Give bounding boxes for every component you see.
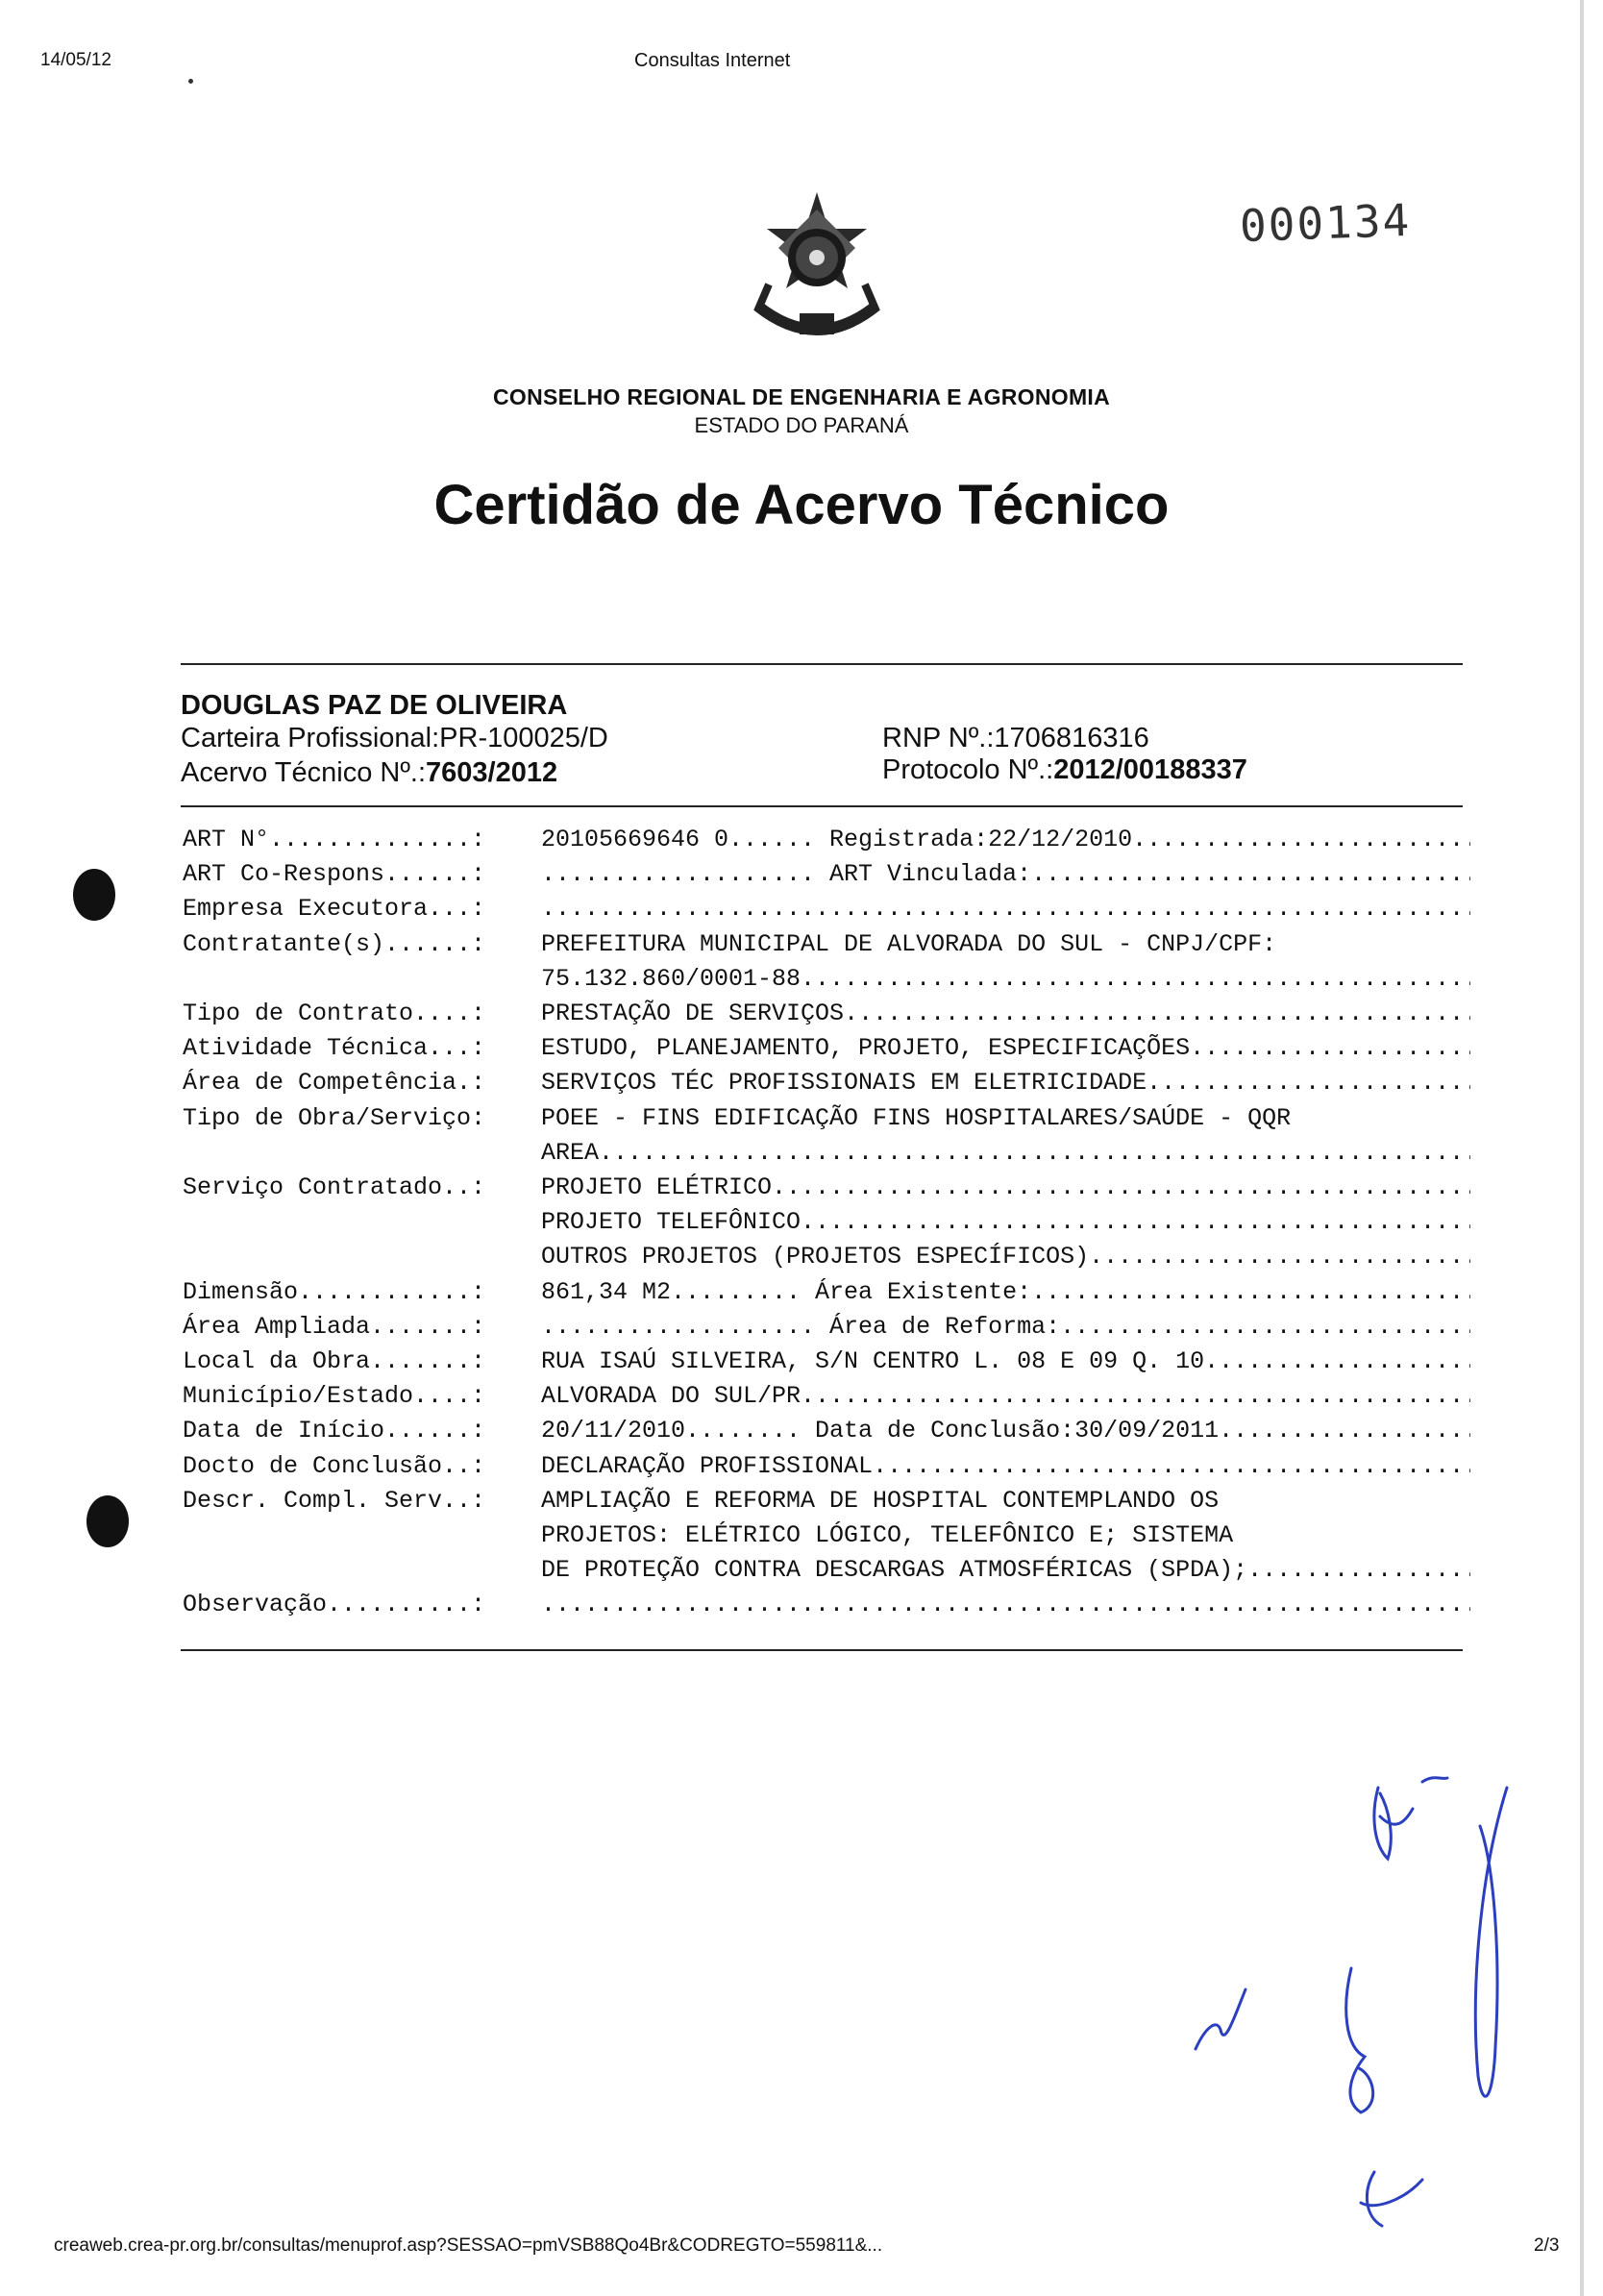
detail-label: Local da Obra.......: — [183, 1347, 486, 1376]
detail-row — [183, 997, 1470, 1031]
document-title: Certidão de Acervo Técnico — [433, 474, 1170, 536]
detail-row — [183, 1171, 1470, 1205]
detail-row — [183, 1553, 1470, 1588]
protocolo-value: 2012/00188337 — [1053, 754, 1247, 785]
acervo-line — [181, 757, 557, 789]
carteira-value: PR-100025/D — [439, 723, 608, 753]
detail-value: PROJETO ELÉTRICO — [541, 1173, 773, 1202]
detail-row — [183, 857, 1470, 892]
detail-label: Docto de Conclusão..: — [183, 1451, 486, 1480]
detail-label: Observação..........: — [183, 1591, 486, 1619]
punch-hole — [73, 869, 115, 921]
detail-label: ART N°..............: — [183, 826, 486, 853]
detail-value: PROJETO TELEFÔNICO — [541, 1208, 802, 1237]
handwritten-signature — [1182, 1759, 1528, 2249]
detail-label: Empresa Executora...: — [183, 895, 486, 924]
detail-value: POEE - FINS EDIFICAÇÃO FINS HOSPITALARES/SAÚDE - QQR — [541, 1103, 1292, 1132]
detail-value: 20105669646 0...... Registrada:22/12/2010 — [541, 826, 1133, 853]
detail-label: ART Co-Respons......: — [183, 860, 486, 889]
council-name: CONSELHO REGIONAL DE ENGENHARIA E AGRONOMIA — [492, 384, 1111, 409]
coat-of-arms-icon — [740, 190, 894, 354]
stray-mark — [188, 79, 193, 84]
technical-details — [183, 823, 1470, 1623]
punch-hole — [86, 1495, 129, 1547]
detail-value: RUA ISAÚ SILVEIRA, S/N CENTRO L. 08 E 09 Q. 10 — [541, 1347, 1205, 1376]
carteira-line — [181, 723, 608, 754]
detail-label: Descr. Compl. Serv..: — [183, 1486, 486, 1515]
council-state: ESTADO DO PARANÁ — [694, 413, 909, 437]
detail-value: OUTROS PROJETOS (PROJETOS ESPECÍFICOS) — [541, 1243, 1090, 1271]
detail-value: PREFEITURA MUNICIPAL DE ALVORADA DO SUL - CNPJ/CPF: — [541, 929, 1277, 958]
detail-value: DE PROTEÇÃO CONTRA DESCARGAS ATMOSFÉRICAS (SPDA); — [541, 1556, 1248, 1585]
detail-value: PRESTAÇÃO DE SERVIÇOS — [541, 1000, 845, 1028]
detail-row — [183, 1345, 1470, 1379]
detail-row — [183, 927, 1470, 962]
detail-row — [183, 1449, 1470, 1484]
detail-label: Município/Estado....: — [183, 1382, 486, 1411]
detail-value: 75.132.860/0001-88 — [541, 964, 802, 993]
detail-value: ................... Área de Reforma: — [541, 1312, 1061, 1341]
detail-row — [183, 1101, 1470, 1136]
footer-url: creaweb.crea-pr.org.br/consultas/menuprof.asp?SESSAO=pmVSB88Qo4Br&CODREGTO=559811&... — [54, 2235, 883, 2256]
detail-row — [183, 1484, 1470, 1518]
detail-row — [183, 823, 1470, 857]
details-top-divider — [181, 805, 1463, 807]
detail-row — [183, 1136, 1470, 1171]
page-stamp-number: 000134 — [1239, 193, 1413, 253]
detail-row — [183, 1414, 1470, 1448]
detail-value: ................... ART Vinculada: — [541, 860, 1032, 889]
detail-label: Área Ampliada.......: — [183, 1312, 486, 1341]
detail-label — [183, 1518, 541, 1553]
detail-row — [183, 1379, 1470, 1414]
detail-label: Tipo de Contrato....: — [183, 1000, 486, 1028]
detail-label: Tipo de Obra/Serviço: — [183, 1103, 486, 1132]
detail-label: Contratante(s)......: — [183, 929, 486, 958]
professional-name: DOUGLAS PAZ DE OLIVEIRA — [181, 690, 568, 721]
detail-row — [183, 962, 1470, 997]
detail-label — [183, 1136, 541, 1171]
detail-label: Serviço Contratado..: — [183, 1173, 486, 1202]
detail-row — [183, 1310, 1470, 1345]
detail-value: ALVORADA DO SUL/PR — [541, 1382, 802, 1411]
detail-value: ESTUDO, PLANEJAMENTO, PROJETO, ESPECIFICAÇÕES — [541, 1034, 1191, 1063]
detail-label — [183, 1240, 541, 1274]
print-date: 14/05/12 — [40, 50, 111, 70]
detail-row — [183, 1205, 1470, 1240]
detail-row — [183, 1588, 1470, 1622]
acervo-label: Acervo Técnico Nº.: — [181, 757, 427, 788]
detail-label: Atividade Técnica...: — [183, 1034, 486, 1063]
detail-label — [183, 1553, 541, 1588]
detail-value: 861,34 M2......... Área Existente: — [541, 1277, 1032, 1306]
rnp-line — [882, 723, 1149, 754]
detail-row — [183, 1031, 1470, 1066]
rnp-value: 1706816316 — [994, 723, 1149, 753]
acervo-value: 7603/2012 — [426, 757, 558, 788]
detail-row — [183, 892, 1470, 926]
rnp-label: RNP Nº.: — [882, 723, 995, 753]
details-bottom-divider — [181, 1649, 1463, 1651]
print-header-title: Consultas Internet — [634, 50, 791, 71]
detail-label: Dimensão............: — [183, 1277, 486, 1306]
detail-label: Área de Competência.: — [183, 1069, 486, 1098]
detail-value: SERVIÇOS TÉC PROFISSIONAIS EM ELETRICIDADE — [541, 1069, 1147, 1098]
detail-value: AREA — [541, 1138, 600, 1167]
carteira-label: Carteira Profissional: — [181, 723, 440, 753]
detail-value: AMPLIAÇÃO E REFORMA DE HOSPITAL CONTEMPLANDO OS — [541, 1486, 1220, 1515]
detail-label — [183, 962, 541, 997]
top-divider — [181, 663, 1463, 665]
detail-row — [183, 1275, 1470, 1310]
footer-page-number: 2/3 — [1534, 2235, 1560, 2256]
detail-row — [183, 1518, 1470, 1553]
detail-row — [183, 1240, 1470, 1274]
detail-label: Data de Início......: — [183, 1417, 486, 1445]
detail-value: 20/11/2010........ Data de Conclusão:30/09/2011 — [541, 1417, 1220, 1445]
protocolo-label: Protocolo Nº.: — [882, 754, 1054, 785]
detail-value: DECLARAÇÃO PROFISSIONAL — [541, 1451, 874, 1480]
protocolo-line — [882, 754, 1247, 786]
detail-label — [183, 1205, 541, 1240]
detail-value: PROJETOS: ELÉTRICO LÓGICO, TELEFÔNICO E; SISTEMA — [541, 1521, 1234, 1550]
detail-row — [183, 1066, 1470, 1100]
